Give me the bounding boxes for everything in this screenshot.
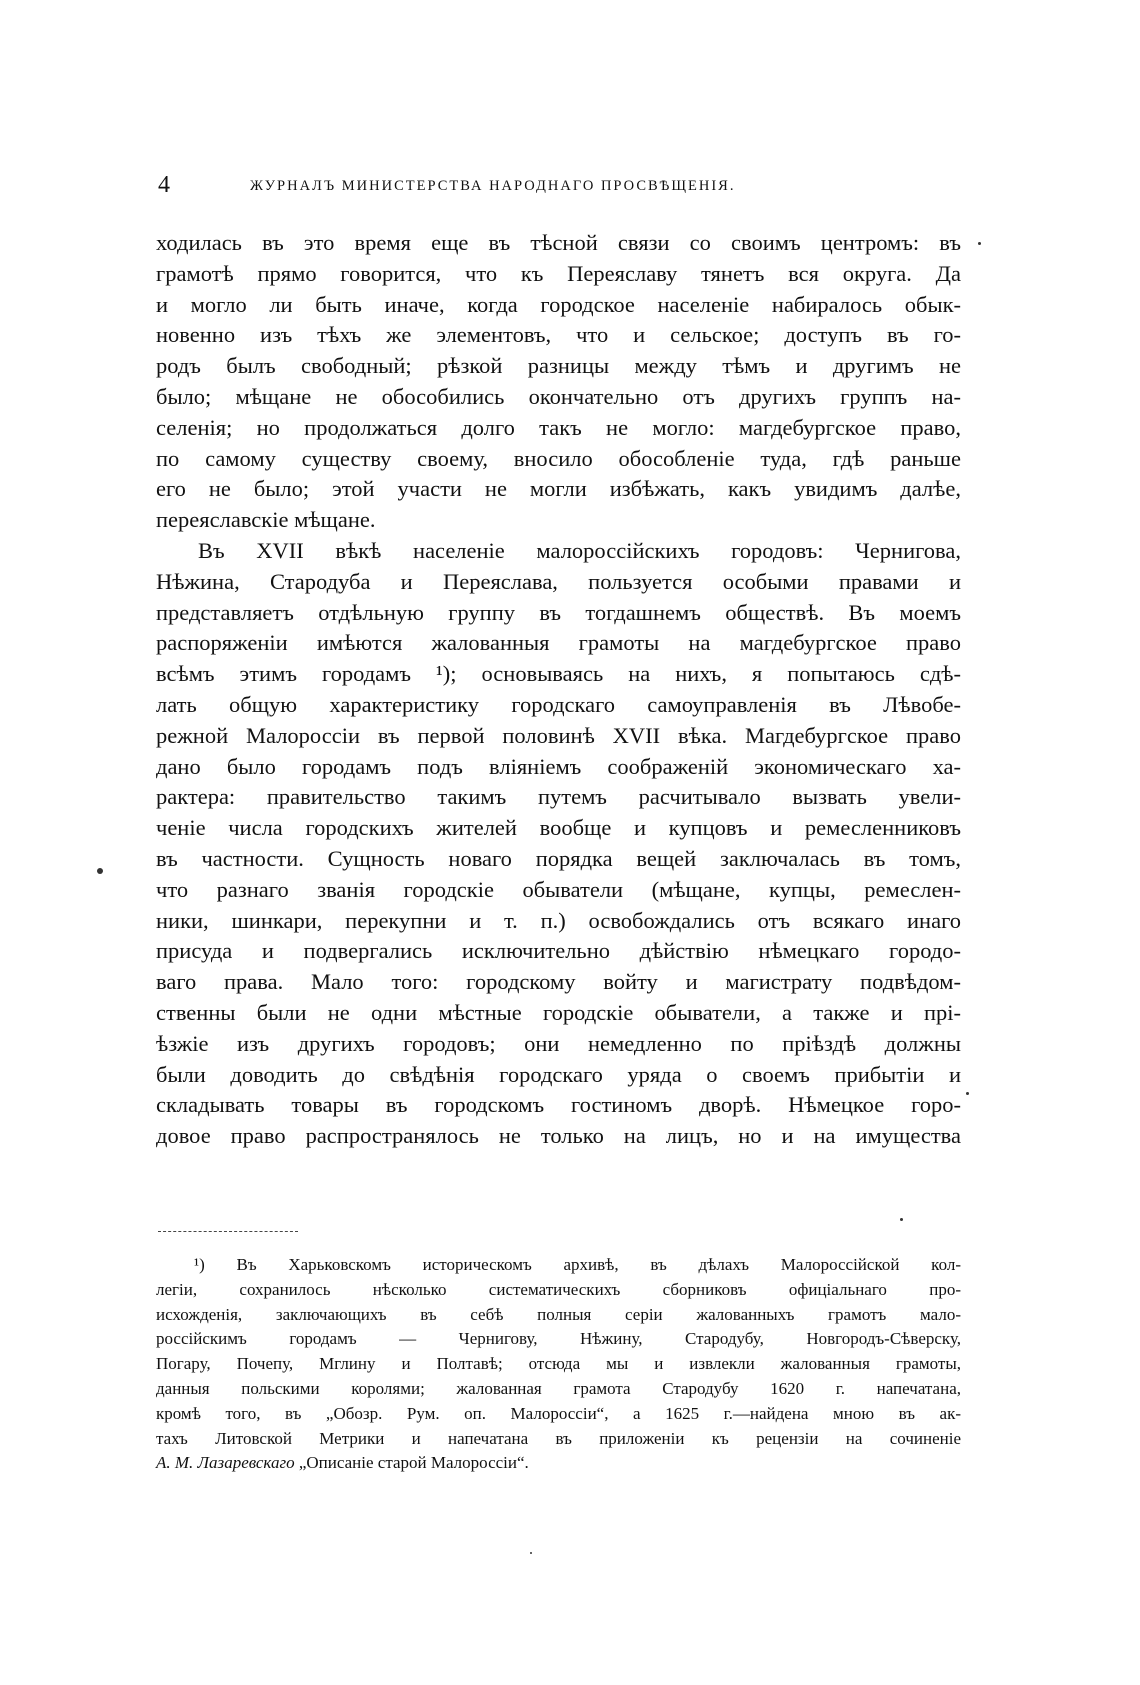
text-line: по самому существу своему, вносило обособленіе туда, гдѣ раньше <box>156 445 961 471</box>
text-line: ходилась въ это время еще въ тѣсной связи со своимъ центромъ: въ <box>156 230 961 255</box>
footnote-line: кромѣ того, въ „Обозр. Рум. оп. Малороссіи“, а 1625 г.—найдена мною въ ак- <box>156 1403 961 1423</box>
footnote-line: данныя польскими королями; жалованная грамота Стародубу 1620 г. напечатана, <box>156 1378 961 1398</box>
footnote-title: „Описаніе старой Малороссіи“. <box>298 1453 529 1473</box>
footnote-separator <box>158 1231 298 1232</box>
text-line: селенія; но продолжаться долго такъ не могло: магдебургское право, <box>156 414 961 440</box>
text-line: распоряженіи имѣются жалованныя грамоты на магдебургское право <box>156 630 961 656</box>
text-line: складывать товары въ городскомъ гостиномъ дворѣ. Нѣмецкое горо- <box>156 1092 961 1118</box>
text-line: его не было; этой участи не могли избѣжать, какъ увидимъ далѣе, <box>156 476 961 502</box>
scan-speck <box>966 1092 969 1095</box>
text-line: переяславскіе мѣщане. <box>156 507 376 533</box>
text-line: грамотѣ прямо говорится, что къ Переяславу тянетъ вся округа. Да <box>156 260 961 286</box>
text-line: лать общую характеристику городскаго самоуправленія въ Лѣвобе- <box>156 691 961 717</box>
text-line: дано было городамъ подъ вліяніемъ соображеній экономическаго ха- <box>156 753 961 779</box>
text-line: Нѣжина, Стародуба и Переяслава, пользуется особыми правами и <box>156 568 961 594</box>
text-line: ваго права. Мало того: городскому войту и магистрату подвѣдом- <box>156 969 961 995</box>
text-line: въ частности. Сущность новаго порядка вещей заключалась въ томъ, <box>156 845 961 871</box>
main-text <box>156 228 961 1152</box>
text-line: присуда и подвергались исключительно дѣйствію нѣмецкаго городо- <box>156 938 961 964</box>
scan-speck <box>530 1552 532 1554</box>
text-line: ѣзжіе изъ другихъ городовъ; они немедленно по пріѣздѣ должны <box>156 1030 961 1056</box>
scan-speck <box>900 1218 903 1221</box>
footnote-line <box>156 1451 961 1476</box>
text-line: Въ XVII вѣкѣ населеніе малороссійскихъ городовъ: Чернигова, <box>198 537 961 563</box>
text-line: и могло ли быть иначе, когда городское населеніе набиралось обык- <box>156 291 961 317</box>
footnote-line: легіи, сохранилось нѣсколько систематическихъ сборниковъ офиціальнаго про- <box>156 1279 961 1299</box>
text-line: ченіе числа городскихъ жителей вообще и купцовъ и ремесленниковъ <box>156 815 961 841</box>
footnote-author: А. М. Лазаревскаго <box>156 1453 295 1473</box>
text-line: ственны были не одни мѣстные городскіе обыватели, а также и прі- <box>156 999 961 1025</box>
text-line: ники, шинкари, перекупни и т. п.) освобождались отъ всякаго инаго <box>156 907 961 933</box>
text-line: довое право распространялось не только на лицъ, но и на имущества <box>156 1123 961 1149</box>
text-line: родъ былъ свободный; рѣзкой разницы между тѣмъ и другимъ не <box>156 353 961 379</box>
page-number: 4 <box>158 172 170 198</box>
text-line: всѣмъ этимъ городамъ ¹); основываясь на нихъ, я попытаюсь сдѣ- <box>156 661 961 687</box>
text-line: что разнаго званія городскіе обыватели (мѣщане, купцы, ремеслен- <box>156 876 961 902</box>
footnote-line: россійскимъ городамъ — Чернигову, Нѣжину, Стародубу, Новгородъ-Сѣверску, <box>156 1329 961 1349</box>
footnote-line: тахъ Литовской Метрики и напечатана въ приложеніи къ рецензіи на сочиненіе <box>156 1428 961 1448</box>
footnote-line: ¹) Въ Харьковскомъ историческомъ архивѣ, въ дѣлахъ Малороссійской кол- <box>194 1255 961 1274</box>
footnote-line: Погару, Почепу, Мглину и Полтавѣ; отсюда мы и извлекли жалованныя грамоты, <box>156 1354 961 1374</box>
footnote-line: исхожденія, заключающихъ въ себѣ полныя серіи жалованныхъ грамотъ мало- <box>156 1304 961 1324</box>
text-line: было; мѣщане не обособились окончательно отъ другихъ группъ на- <box>156 383 961 409</box>
footnote <box>156 1253 961 1476</box>
text-line: режной Малороссіи въ первой половинѣ XVII вѣка. Магдебургское право <box>156 722 961 748</box>
text-line: были доводить до свѣдѣнія городскаго уряда о своемъ прибытіи и <box>156 1061 961 1087</box>
text-line: новенно изъ тѣхъ же элементовъ, что и сельское; доступъ въ го- <box>156 322 961 348</box>
text-line: рактера: правительство такимъ путемъ расчитывало вызвать увели- <box>156 784 961 810</box>
scan-speck <box>978 242 981 245</box>
running-title: ЖУРНАЛЪ МИНИСТЕРСТВА НАРОДНАГО ПРОСВѢЩЕНІЯ. <box>250 178 736 194</box>
page-header <box>155 172 970 198</box>
text-line: представляетъ отдѣльную группу въ тогдашнемъ обществѣ. Въ моемъ <box>156 599 961 625</box>
scan-speck <box>97 868 103 874</box>
